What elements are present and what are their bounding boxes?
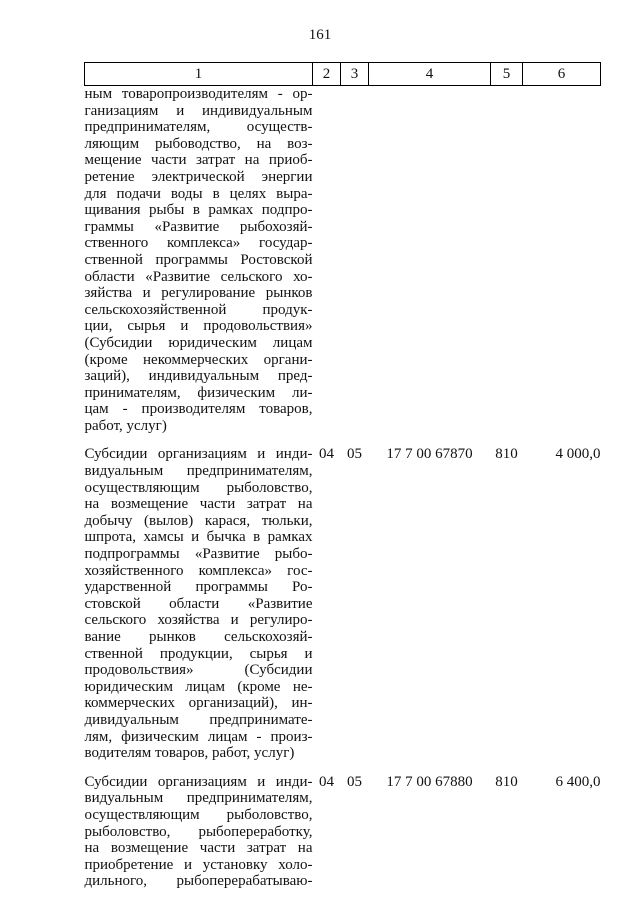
table-row — [85, 446, 601, 761]
row-description — [85, 86, 313, 435]
description-line: ганизациям и индивидуальным — [84, 102, 313, 119]
description-line: мещение части затрат на приоб- — [84, 152, 313, 169]
description-line: (Субсидии юридическим лицам — [84, 334, 313, 351]
sum-cell: 4 000,0 — [555, 446, 601, 463]
description-line: Субсидии организациям и инди- — [84, 446, 313, 463]
table-row — [85, 86, 601, 435]
description-line: продовольствия» (Субсидии — [84, 662, 313, 679]
description-line: ственной программы Ростовской — [84, 251, 313, 268]
description-line: (кроме некоммерческих органи- — [84, 351, 313, 368]
header-col-2: 2 — [313, 63, 341, 86]
description-line: предпринимателям, осуществ- — [84, 119, 313, 136]
pr-cell — [341, 86, 369, 435]
description-line: лям, физическим лицам - произ- — [84, 728, 313, 745]
sum-cell: 6 400,0 — [555, 773, 601, 790]
description-line: Субсидии организациям и инди- — [84, 773, 313, 790]
row-spacer — [85, 762, 601, 774]
description-line: на возмещение части затрат на — [84, 840, 313, 857]
rz-cell — [313, 86, 341, 435]
row-spacer — [85, 434, 601, 446]
vr-cell: 810 — [495, 446, 518, 463]
description-line: хозяйственного комплекса» гос- — [84, 562, 313, 579]
row-description — [85, 446, 313, 761]
description-line: сельского хозяйства и регулиро- — [84, 612, 313, 629]
description-line: осуществляющим рыболовство, — [84, 479, 313, 496]
description-line: на возмещение части затрат на — [84, 496, 313, 513]
description-line: принимателям, физическим ли- — [84, 384, 313, 401]
row-description — [85, 774, 313, 890]
description-line: шпрота, хамсы и бычка в рамках — [84, 529, 313, 546]
description-line: приобретение и установку холо- — [84, 856, 313, 873]
table-row — [85, 774, 601, 890]
description-line: дильного, рыбоперерабатываю- — [84, 873, 313, 890]
description-line: видуальным предпринимателям, — [84, 463, 313, 480]
description-line: ственной продукции, сырья и — [84, 645, 313, 662]
description-line: вание рынков сельскохозяй- — [84, 629, 313, 645]
csr-cell: 17 7 00 67870 — [386, 446, 473, 463]
header-row — [85, 63, 601, 86]
description-line: ным товаропроизводителям - ор- — [84, 86, 313, 102]
header-col-5: 5 — [491, 63, 523, 86]
pr-cell: 05 — [347, 773, 362, 790]
rz-cell: 04 — [319, 446, 334, 463]
header-col-1: 1 — [85, 63, 313, 86]
description-line: водителям товаров, работ, услуг) — [84, 745, 295, 762]
header-col-4: 4 — [369, 63, 491, 86]
rz-cell: 04 — [319, 773, 334, 790]
description-line: щивания рыбы в рамках подпро- — [84, 202, 313, 219]
description-line: граммы «Развитие рыбохозяй- — [84, 218, 313, 235]
description-line: для подачи воды в целях выра- — [84, 185, 313, 202]
vr-cell — [491, 86, 523, 435]
description-line: рыболовство, рыбопереработку, — [84, 823, 313, 840]
budget-table — [84, 62, 601, 890]
vr-cell: 810 — [495, 773, 518, 790]
csr-cell: 17 7 00 67880 — [386, 773, 473, 790]
description-line: дивидуальным предпринимате- — [84, 711, 313, 728]
page-number: 161 — [308, 27, 332, 43]
description-line: ретение электрической энергии — [84, 168, 313, 185]
csr-cell — [369, 86, 491, 435]
description-line: заций), индивидуальным пред- — [84, 368, 313, 385]
description-line: осуществляющим рыболовство, — [84, 806, 313, 823]
description-line: зяйства и регулирование рынков — [84, 285, 313, 302]
description-line: коммерческих организаций), ин- — [84, 695, 313, 712]
description-line: области «Развитие сельского хо- — [84, 268, 313, 285]
description-line: подпрограммы «Развитие рыбо- — [84, 546, 313, 563]
description-line: ственного комплекса» государ- — [84, 235, 313, 252]
pr-cell: 05 — [347, 446, 362, 463]
description-line: работ, услуг) — [84, 417, 167, 434]
description-line: юридическим лицам (кроме не- — [84, 678, 313, 695]
description-line: добычу (вылов) карася, тюльки, — [84, 512, 313, 529]
header-col-6: 6 — [523, 63, 601, 86]
description-line: стовской области «Развитие — [84, 595, 313, 612]
description-line: сельскохозяйственной продук- — [84, 301, 313, 318]
description-line: цам - производителям товаров, — [84, 401, 313, 418]
description-line: ударственной программы Ро- — [84, 579, 313, 596]
description-line: видуальным предпринимателям, — [84, 790, 313, 807]
sum-cell — [523, 86, 601, 435]
header-col-3: 3 — [341, 63, 369, 86]
description-line: ции, сырья и продовольствия» — [84, 318, 313, 335]
description-line: ляющим рыбоводство, на воз- — [84, 135, 313, 152]
